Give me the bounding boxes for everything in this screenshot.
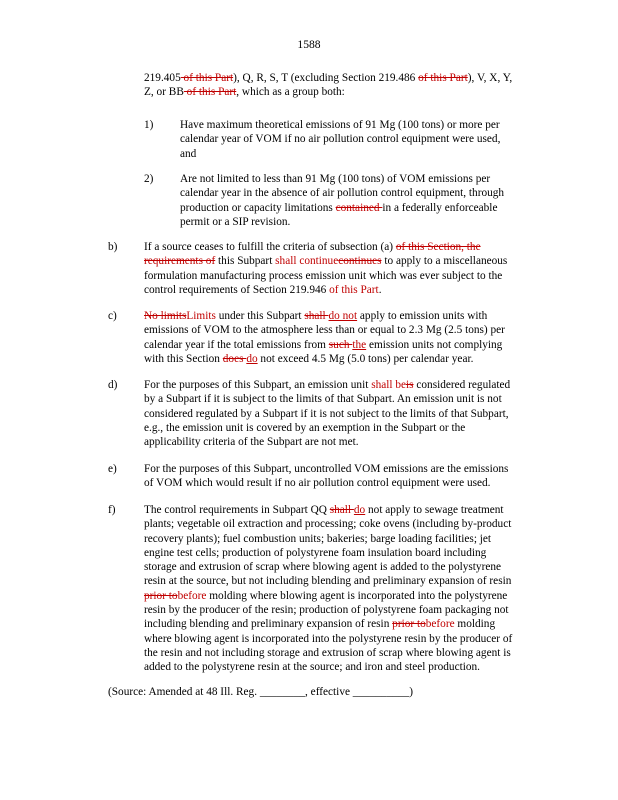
subsection-f-text: The control requirements in Subpart QQ shall do not apply to sewage treatment plants; vegetable oil extraction and processing; coke ovens (including by-product recovery plants); fuel combustion units; bakeries; barge loading facilities; jet engine test cells; production of polystyrene foam insulation board including storage and extrusion of scrap where blowing agent is added to the polystyrene resin at the source, but not including blending and preliminary expansion of resin prior tobefore molding where blowing agent is incorporated into the polystyrene resin by the producer of the resin; production of polystyrene foam packaging not including blending and preliminary expansion of resin prior tobefore molding where blowing agent is incorporated into the polystyrene resin by the producer of the resin and not including storage and extrusion of scrap where blowing agent is added to the polystyrene resin at the source; and iron and steel production. <box>144 504 513 674</box>
source-note: (Source: Amended at 48 Ill. Reg. ________, effective __________) <box>108 686 414 698</box>
intro-line-1: 219.405 of this Part), Q, R, S, T (excluding Section 219.486 of this Part), V, X, Y, <box>144 72 513 84</box>
subsection-f-label: f) <box>108 504 116 516</box>
subsection-c-label: c) <box>108 310 117 322</box>
subsection-c-text: No limitsLimits under this Subpart shall do not apply to emission units with emissions of VOM to the atmosphere less than or equal to 2.3 Mg (2.5 tons) per calendar year if the total emissions from such the emission units not complying with this Section does do not exceed 4.5 Mg (5.0 tons) per calendar year. <box>144 310 505 365</box>
intro-line-2: Z, or BB of this Part, which as a group both: <box>144 86 345 99</box>
intro-paragraph <box>144 71 564 100</box>
subsection-b-label: b) <box>108 241 118 253</box>
subsection-e-text: For the purposes of this Subpart, uncontrolled VOM emissions are the emissions of VOM which would result if no air pollution control equipment were used. <box>144 463 509 490</box>
item-1-label: 1) <box>144 119 154 131</box>
subsection-d-label: d) <box>108 379 118 391</box>
subsection-b-text: If a source ceases to fulfill the criteria of subsection (a) of this Section, the requirements of this Subpart shall continuecontinues to apply to a miscellaneous formulation manufacturing process emission unit which was ever subject to the control requirements of Section 219.946 of this Part. <box>144 241 508 296</box>
item-2-label: 2) <box>144 173 154 185</box>
item-2-text: Are not limited to less than 91 Mg (100 tons) of VOM emissions per calendar year in the absence of air pollution control equipment, through production or capacity limitations contained in a federally enforceable permit or a SIP revision. <box>180 173 505 228</box>
page-number: 1588 <box>297 38 321 51</box>
subsection-e-label: e) <box>108 463 117 475</box>
subsection-d-text: For the purposes of this Subpart, an emission unit shall beis considered regulated by a Subpart if it is subject to the limits of that Subpart. An emission unit is not considered regulated by a Subpart if it is not subject to the limits of that Subpart, e.g., the emission unit is covered by an exemption in the Subpart or the applicability criteria of the Subpart are not met. <box>144 379 511 449</box>
item-1-text: Have maximum theoretical emissions of 91 Mg (100 tons) or more per calendar year of VOM if no air pollution control equipment were used, and <box>180 119 501 160</box>
